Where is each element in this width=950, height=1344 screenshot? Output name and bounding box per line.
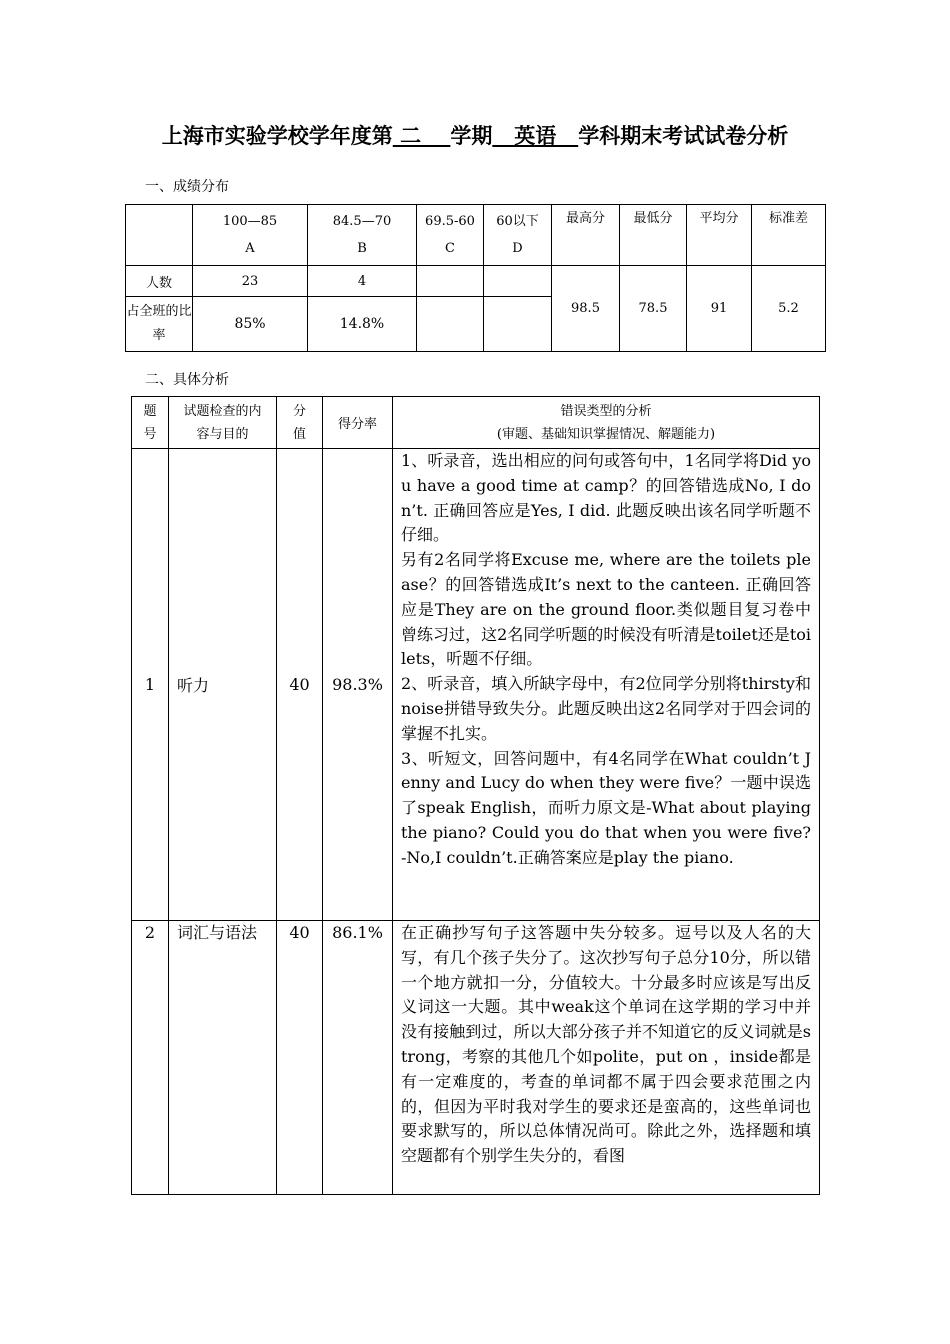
section-heading-scores: 一、成绩分布 (145, 179, 229, 195)
row2-rate: 86.1% (323, 921, 393, 1195)
ratio-a: 85% (193, 297, 308, 352)
header-analysis: 错误类型的分析 (审题、基础知识掌握情况、解题能力) (393, 397, 820, 449)
page-title (130, 122, 820, 150)
row-label-count: 人数 (126, 266, 193, 297)
grade-header-d: 60以下 D (484, 205, 552, 266)
row1-no: 1 (132, 449, 169, 921)
section-heading-analysis: 二、具体分析 (145, 372, 229, 388)
stat-std: 5.2 (752, 266, 826, 352)
title-suffix: 学科期末考试试卷分析 (578, 124, 789, 148)
row1-analysis (393, 449, 820, 921)
ratio-d (484, 297, 552, 352)
row-label-ratio: 占全班的比率 (126, 297, 193, 352)
grade-header-c: 69.5-60 C (417, 205, 484, 266)
row2-no: 2 (132, 921, 169, 1195)
analysis-paragraph: 2、听录音，填入所缺字母中，有2位同学分别将thirsty和noise拼错导致失分。此题反映出这2名同学对于四会词的掌握不扎实。 (401, 674, 811, 743)
ratio-c (417, 297, 484, 352)
analysis-paragraph: 另有2名同学将Excuse me, where are the toilets please？的回答错选成It’s next to the canteen. 正确回答应是They are on the ground floor.类似题目复习卷中曾练习过，这2名同学听题的时候没有听清是toilet还是toilets，听题不仔细。 (401, 550, 811, 669)
header-rate: 得分率 (323, 397, 393, 449)
stat-header-max: 最高分 (552, 205, 620, 266)
stat-header-avg: 平均分 (687, 205, 752, 266)
stat-max: 98.5 (552, 266, 620, 352)
row2-score: 40 (277, 921, 323, 1195)
count-d (484, 266, 552, 297)
stat-header-min: 最低分 (620, 205, 687, 266)
header-content: 试题检查的内容与目的 (169, 397, 277, 449)
ratio-b: 14.8% (308, 297, 417, 352)
corner-cell (126, 205, 193, 266)
grade-header-b: 84.5—70 B (308, 205, 417, 266)
stat-header-std: 标准差 (752, 205, 826, 266)
row2-content: 词汇与语法 (169, 921, 277, 1195)
analysis-paragraph: 在正确抄写句子这答题中失分较多。逗号以及人名的大写，有几个孩子失分了。这次抄写句子总分10分，所以错一个地方就扣一分，分值较大。十分最多时应该是写出反义词这一大题。其中weak这个单词在这学期的学习中并没有接触到过，所以大部分孩子并不知道它的反义词就是strong，考察的其他几个如polite，put on ，inside都是有一定难度的，考查的单词都不属于四会要求范围之内的，但因为平时我对学生的要求还是蛮高的，这些单词也要求默写的，所以总体情况尚可。除此之外，选择题和填空题都有个别学生失分的，看图 (401, 923, 811, 1166)
header-score: 分值 (277, 397, 323, 449)
stat-avg: 91 (687, 266, 752, 352)
count-a: 23 (193, 266, 308, 297)
analysis-paragraph: 3、听短文，回答问题中，有4名同学在What couldn’t Jenny and Lucy do when they were five？一题中误选了speak English，而听力原文是-What about playing the piano? Could you do that when you were five? -No,I couldn’t.正确答案应是play the piano. (401, 748, 811, 867)
count-b: 4 (308, 266, 417, 297)
table-row (132, 921, 820, 1195)
title-semester: 学期 (450, 124, 493, 148)
score-distribution-table (125, 204, 826, 352)
row1-rate: 98.3% (323, 449, 393, 921)
header-no: 题号 (132, 397, 169, 449)
title-subject: 英语 (492, 124, 579, 148)
title-term: 二 (392, 124, 451, 148)
grade-header-a: 100—85 A (193, 205, 308, 266)
row2-analysis (393, 921, 820, 1195)
count-c (417, 266, 484, 297)
detailed-analysis-table (131, 396, 820, 1195)
title-prefix: 上海市实验学校学年度第 (161, 124, 393, 148)
table-row (132, 449, 820, 921)
row1-content: 听力 (169, 449, 277, 921)
analysis-paragraph: 1、听录音，选出相应的问句或答句中，1名同学将Did you have a good time at camp？的回答错选成No, I don’t. 正确回答应是Yes, I did. 此题反映出该名同学听题不仔细。 (401, 451, 811, 545)
stat-min: 78.5 (620, 266, 687, 352)
row1-score: 40 (277, 449, 323, 921)
